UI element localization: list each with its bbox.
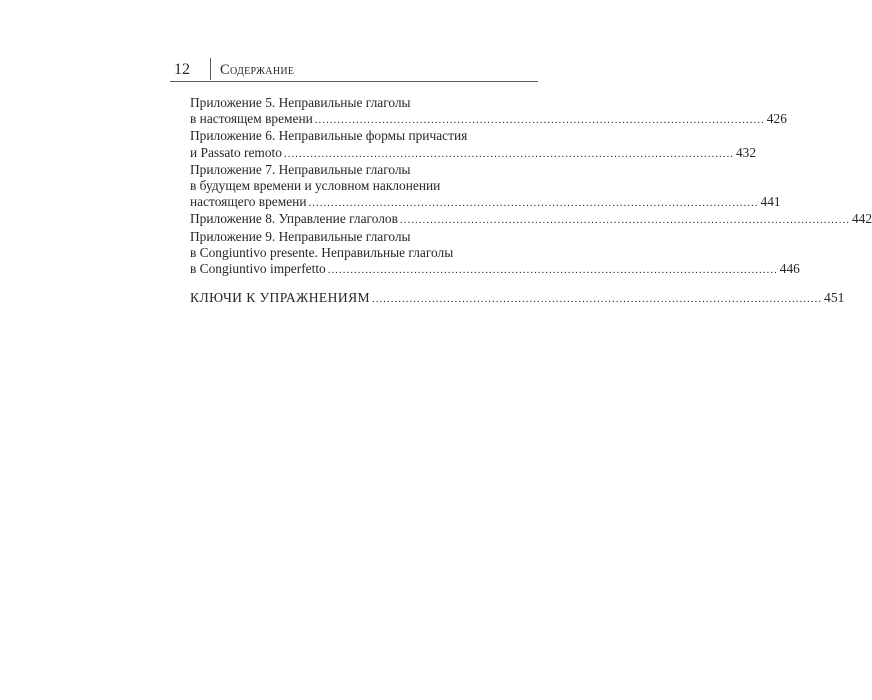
- toc-entry-text: и Passato remoto: [190, 144, 282, 160]
- toc-entry-last-line: [190, 111, 787, 128]
- toc-entry-appendix-7: [190, 161, 781, 212]
- toc-entry-appendix-8: [190, 211, 872, 228]
- header-separator: [210, 58, 211, 80]
- dot-leader: ........................................................................................................................: [399, 214, 850, 227]
- toc-entry-last-line: [190, 144, 757, 162]
- toc-page-number: 432: [735, 144, 757, 160]
- toc-entry-appendix-6: [190, 128, 757, 161]
- toc-entry-line: Приложение 5. Неправильные глаголы: [190, 95, 411, 110]
- toc-entry-line: Приложение 7. Неправильные глаголы: [190, 161, 411, 177]
- toc-page-number: 442: [851, 211, 872, 227]
- page-number: 12: [174, 61, 190, 78]
- toc-entry-appendix-5: [190, 95, 787, 128]
- toc-entry-appendix-9: [190, 228, 800, 279]
- dot-leader: ........................................................................................................................: [327, 264, 778, 277]
- toc-entry-text: настоящего времени: [190, 194, 307, 210]
- table-of-contents: [190, 95, 872, 278]
- toc-page-number: 426: [766, 111, 787, 127]
- dot-leader: ........................................................................................................................: [283, 147, 734, 160]
- header-rule: [170, 81, 538, 82]
- toc-entry-text: в Congiuntivo imperfetto: [190, 261, 326, 277]
- toc-entry-text: КЛЮЧИ К УПРАЖНЕНИЯМ: [190, 290, 371, 305]
- toc-entry-line: в будущем времени и условном наклонении: [190, 178, 441, 194]
- dot-leader: ........................................................................................................................: [308, 197, 759, 210]
- toc-page-number: 446: [779, 261, 800, 277]
- toc-entry-last-line: [190, 261, 800, 278]
- dot-leader: ........................................................................................................................: [372, 293, 823, 305]
- toc-entry-line: Приложение 6. Неправильные формы причастия: [190, 128, 468, 144]
- toc-entry-text: Приложение 8. Управление глаголов: [190, 211, 398, 227]
- toc-entry-answer-keys: [190, 289, 845, 308]
- toc-entry-last-line: [190, 211, 872, 228]
- toc-page-number: 451: [824, 290, 845, 305]
- toc-page-number: 441: [760, 194, 781, 210]
- dot-leader: ........................................................................................................................: [314, 114, 765, 127]
- toc-entry-line: Приложение 9. Неправильные глаголы: [190, 228, 411, 244]
- toc-entry-last-line: [190, 194, 781, 211]
- section-title: Содержание: [220, 62, 295, 78]
- toc-entry-text: в настоящем времени: [190, 111, 313, 127]
- toc-entry-line: в Congiuntivo presente. Неправильные глаголы: [190, 244, 454, 260]
